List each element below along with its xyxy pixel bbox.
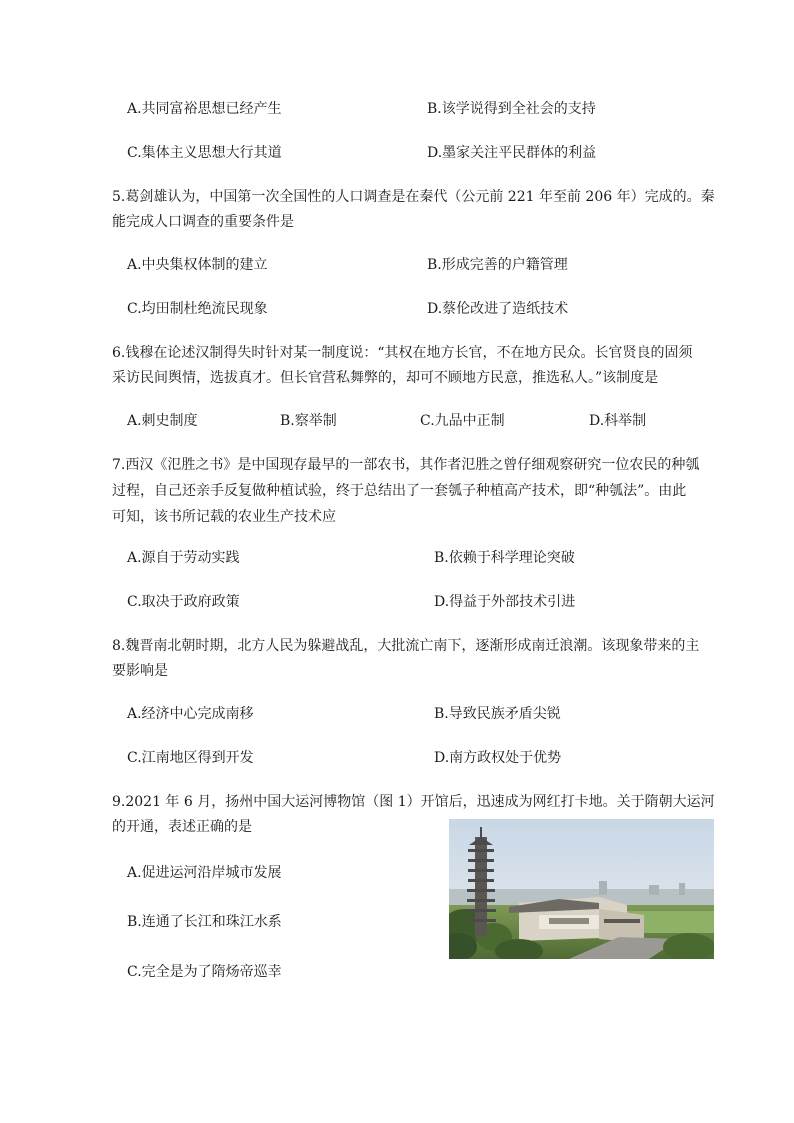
q4-option-c: C.集体主义思想大行其道 (127, 145, 282, 161)
q7-option-b: B.依赖于科学理论突破 (434, 550, 575, 566)
q6-stem-line1: 6.钱穆在论述汉制得失时针对某一制度说：“其权在地方长官，不在地方民众。长官贤良的固须 (112, 345, 693, 361)
q9-option-a: A.促进运河沿岸城市发展 (127, 865, 282, 881)
q8-stem-line2: 要影响是 (112, 663, 168, 679)
q5-option-d: D.蔡伦改进了造纸技术 (427, 301, 569, 317)
q5-option-b: B.形成完善的户籍管理 (427, 257, 568, 273)
q4-option-b: B.该学说得到全社会的支持 (427, 101, 596, 117)
q6-option-a: A.刺史制度 (127, 413, 198, 429)
q7-option-d: D.得益于外部技术引进 (434, 594, 576, 610)
q6-option-c: C.九品中正制 (420, 413, 505, 429)
q9-stem-line2: 的开通，表述正确的是 (112, 819, 252, 835)
q9-stem-line1: 9.2021 年 6 月，扬州中国大运河博物馆（图 1）开馆后，迅速成为网红打卡地。关于隋朝大运河 (112, 794, 715, 810)
q5-stem-line2: 能完成人口调查的重要条件是 (112, 214, 294, 230)
q4-option-d: D.墨家关注平民群体的利益 (427, 145, 597, 161)
q8-stem-line1: 8.魏晋南北朝时期，北方人民为躲避战乱，大批流亡南下，逐渐形成南迁浪潮。该现象带来的主 (112, 638, 700, 654)
museum-photo (449, 819, 714, 959)
q8-option-c: C.江南地区得到开发 (127, 750, 254, 766)
q5-option-a: A.中央集权体制的建立 (127, 257, 268, 273)
q6-stem-line2: 采访民间舆情，选拔真才。但长官营私舞弊的，却可不顾地方民意，推选私人。”该制度是 (112, 370, 659, 386)
q5-stem-line1: 5.葛剑雄认为，中国第一次全国性的人口调查是在秦代（公元前 221 年至前 206 年）完成的。秦 (112, 189, 715, 205)
q6-option-b: B.察举制 (280, 413, 337, 429)
q7-stem-line2: 过程，自己还亲手反复做种植试验，终于总结出了一套瓠子种植高产技术，即“种瓠法”。由此 (112, 483, 687, 499)
q7-option-a: A.源自于劳动实践 (127, 550, 240, 566)
q9-option-b: B.连通了长江和珠江水系 (127, 914, 282, 930)
q7-stem-line3: 可知，该书所记载的农业生产技术应 (112, 509, 336, 525)
q5-option-c: C.均田制杜绝流民现象 (127, 301, 268, 317)
q7-stem-line1: 7.西汉《氾胜之书》是中国现存最早的一部农书，其作者氾胜之曾仔细观察研究一位农民的种瓠 (112, 457, 700, 473)
q8-option-b: B.导致民族矛盾尖锐 (434, 706, 561, 722)
q8-option-d: D.南方政权处于优势 (434, 750, 562, 766)
q7-option-c: C.取决于政府政策 (127, 594, 240, 610)
q4-option-a: A.共同富裕思想已经产生 (127, 101, 282, 117)
q8-option-a: A.经济中心完成南移 (127, 706, 254, 722)
q6-option-d: D.科举制 (589, 413, 647, 429)
museum-photo-illustration (449, 819, 714, 959)
q9-option-c: C.完全是为了隋炀帝巡幸 (127, 964, 282, 980)
